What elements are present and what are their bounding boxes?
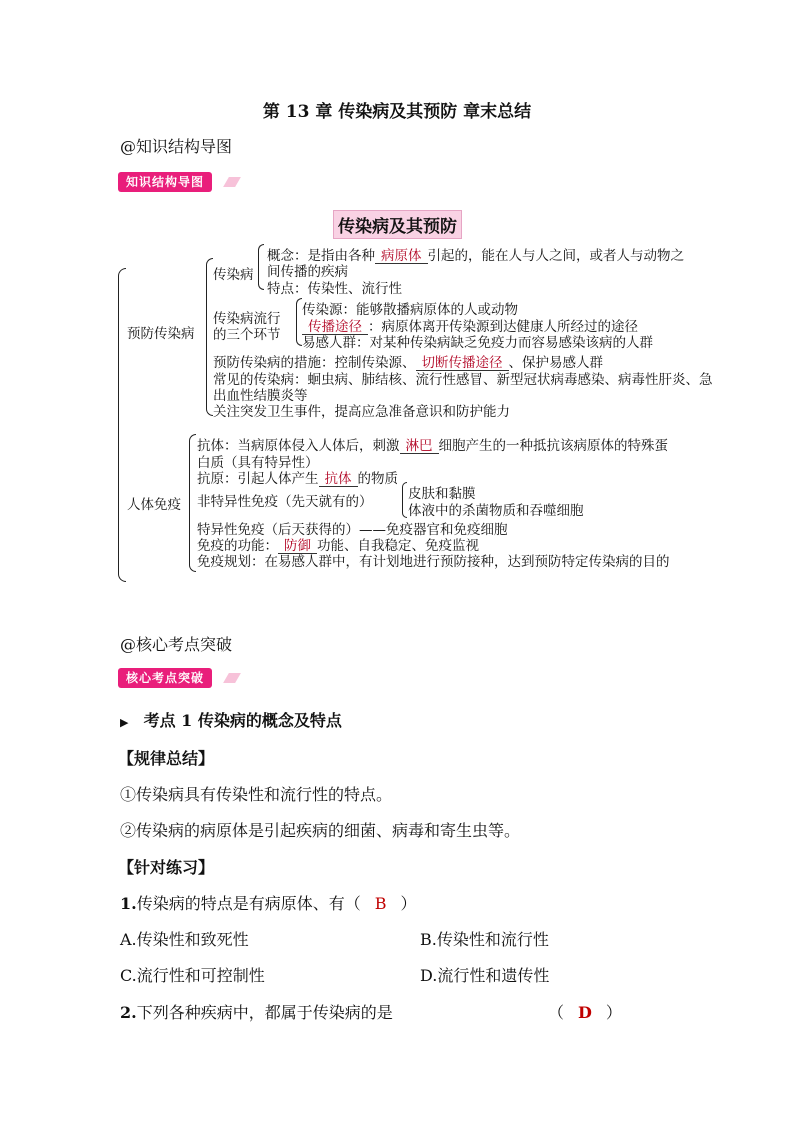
- summary-heading: 【规律总结】: [118, 749, 215, 768]
- common-diseases-line-2: 出血性结膜炎等: [213, 388, 308, 404]
- skin-mucosa: 皮肤和黏膜: [408, 486, 476, 502]
- ribbon-label: 知识结构导图: [118, 172, 212, 192]
- ribbon-knowledge-map: [118, 172, 242, 194]
- nonspecific-brace: [402, 482, 407, 518]
- section-heading-knowledge-map: @知识结构导图: [120, 137, 233, 156]
- concept-line-2: 间传播的疾病: [267, 264, 348, 280]
- antigen-pre: 抗原：引起人体产生: [197, 471, 319, 487]
- point-label: 考点 1 传染病的概念及特点: [143, 711, 342, 730]
- immunization-planning: 免疫规划：在易感人群中，有计划地进行预防接种，达到预防特定传染病的目的: [197, 554, 670, 570]
- measures-fill: 切断传播途径: [416, 356, 509, 371]
- disease-brace: [258, 244, 264, 290]
- links-label-1: 传染病流行: [213, 311, 281, 327]
- links-label-2: 的三个环节: [213, 327, 281, 343]
- antibody-line-2: 白质（具有特异性）: [197, 455, 319, 471]
- antigen-fill: 抗体: [319, 472, 358, 487]
- disease-features: 特点：传染性、流行性: [267, 281, 402, 297]
- function-fill: 防御: [278, 539, 317, 554]
- q1-close: ）: [400, 894, 417, 913]
- q2-number: 2.: [120, 1003, 137, 1022]
- option-d: D.流行性和遗传性: [420, 966, 550, 985]
- link-susceptible: 易感人群：对某种传染病缺乏免疫力而容易感染该病的人群: [302, 335, 653, 351]
- option-c: C.流行性和可控制性: [120, 966, 265, 985]
- specific-immunity: 特异性免疫（后天获得的）——免疫器官和免疫细胞: [197, 522, 508, 538]
- ribbon-tail: [223, 673, 241, 683]
- route-fill: 传播途径: [302, 320, 368, 335]
- q2-close: ）: [605, 1003, 622, 1022]
- concept-post: 引起的，能在人与人之间，或者人与动物之: [427, 248, 684, 264]
- branch-prevent-label: 预防传染病: [127, 326, 195, 342]
- branch-immune-label: 人体免疫: [127, 497, 181, 513]
- summary-item-2: ②传染病的病原体是引起疾病的细菌、病毒和寄生虫等。: [120, 821, 521, 840]
- route-post: ：病原体离开传染源到达健康人所经过的途径: [368, 319, 638, 335]
- q2-open: （: [548, 1003, 565, 1022]
- option-b: B.传染性和流行性: [420, 930, 549, 949]
- prevent-brace: [206, 258, 213, 416]
- practice-heading: 【针对练习】: [118, 858, 215, 877]
- q1-number: 1.: [120, 894, 137, 913]
- link-source: 传染源：能够散播病原体的人或动物: [302, 302, 518, 318]
- common-diseases: 常见的传染病：蛔虫病、肺结核、流行性感冒、新型冠状病毒感染、病毒性肝炎、急: [213, 372, 713, 388]
- disease-label: 传染病: [213, 267, 254, 283]
- antibody-fill: 淋巴: [400, 439, 439, 454]
- q1-text: 传染病的特点是有病原体、有（: [136, 894, 361, 913]
- antibody-pre: 抗体：当病原体侵入人体后，刺激: [197, 438, 400, 454]
- section-heading-core-points: @核心考点突破: [120, 635, 233, 654]
- antibody-post: 细胞产生的一种抵抗该病原体的特殊蛋: [438, 438, 668, 454]
- measures-post: 、保护易感人群: [508, 355, 603, 371]
- root-brace: [118, 268, 126, 582]
- question-1: [120, 891, 417, 914]
- triangle-bullet-icon: ▶: [120, 716, 129, 729]
- map-root-title: 传染病及其预防: [333, 210, 462, 239]
- nonspecific-immunity: 非特异性免疫（先天就有的）: [197, 494, 373, 510]
- attention-note: 关注突发卫生事件，提高应急准备意识和防护能力: [213, 404, 510, 420]
- fluid-defense: 体液中的杀菌物质和吞噬细胞: [408, 503, 584, 519]
- concept-pre: 概念：是指由各种: [267, 248, 375, 264]
- option-a: A.传染性和致死性: [120, 930, 249, 949]
- concept-fill: 病原体: [375, 249, 428, 264]
- antigen-post: 的物质: [357, 471, 398, 487]
- immune-brace: [189, 434, 196, 572]
- question-2: [120, 1000, 393, 1023]
- ribbon-tail: [223, 177, 241, 187]
- ribbon-label: 核心考点突破: [118, 668, 212, 688]
- ribbon-core-points: [118, 668, 242, 690]
- summary-item-1: ①传染病具有传染性和流行性的特点。: [120, 785, 393, 804]
- antigen-line: [197, 467, 398, 487]
- point-heading: [120, 708, 342, 731]
- q2-text: 下列各种疾病中，都属于传染病的是: [136, 1003, 393, 1022]
- page-title: 第 13 章 传染病及其预防 章末总结: [262, 102, 532, 122]
- q2-answer: D: [578, 1003, 592, 1022]
- q1-answer: B: [374, 894, 387, 913]
- function-post: 功能、自我稳定、免疫监视: [317, 538, 479, 554]
- q2-answer-bracket: [548, 1000, 622, 1023]
- function-pre: 免疫的功能：: [197, 538, 278, 554]
- measures-pre: 预防传染病的措施：控制传染源、: [213, 355, 416, 371]
